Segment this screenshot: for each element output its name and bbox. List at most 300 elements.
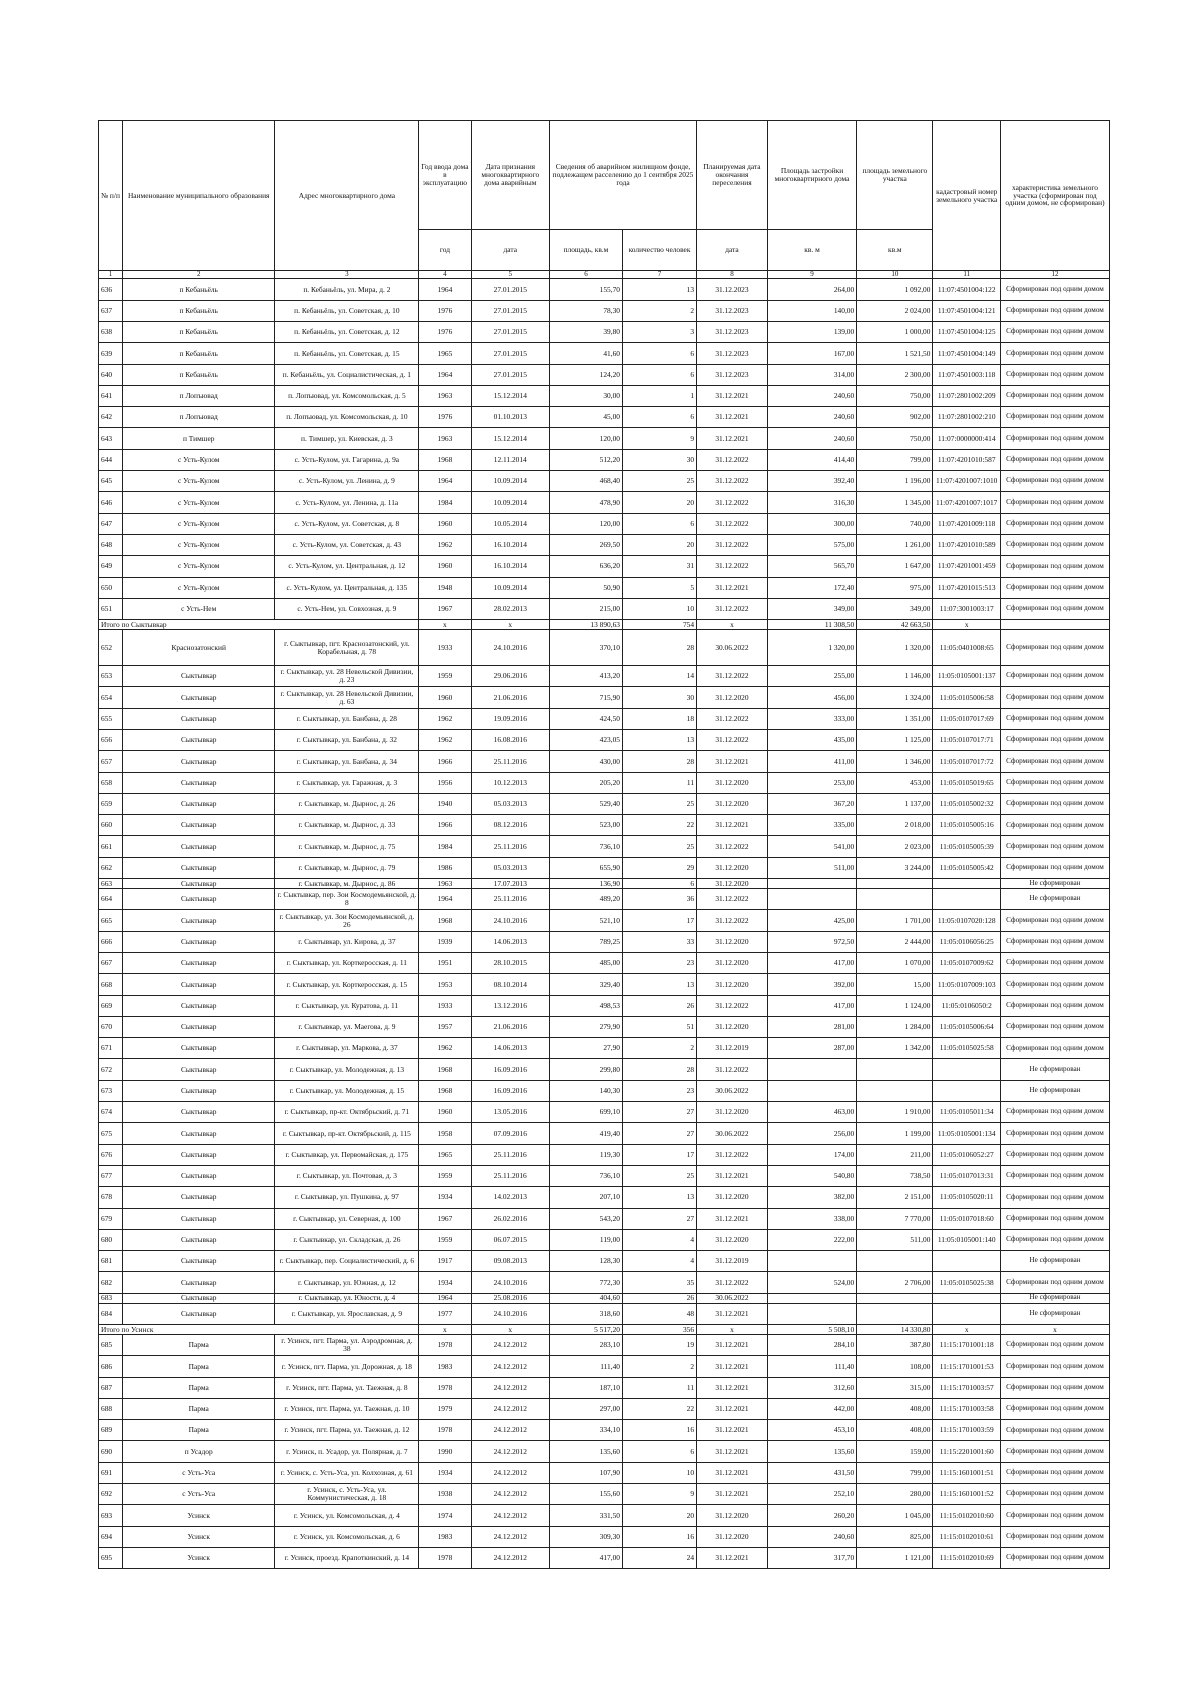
address: г. Сыктывкар, пер. Зои Космодемьянской, д. 8 (275, 889, 419, 910)
people-count: 6 (622, 513, 696, 534)
address: п. Кебаньёль, ул. Советская, д. 15 (275, 343, 419, 364)
municipality: с Усть-Кулом (122, 577, 275, 598)
date-recognized: 21.06.2016 (471, 1016, 549, 1037)
row-number: 654 (99, 687, 123, 708)
land-status: Сформирован под одним домом (1000, 772, 1109, 793)
table-row (99, 1356, 1110, 1377)
planned-end-date: 31.12.2020 (697, 879, 768, 889)
year-built: 1977 (419, 1303, 471, 1324)
cadastral-number: 11:07:4501003:118 (933, 364, 1001, 385)
land-status: Сформирован под одним домом (1000, 343, 1109, 364)
address: г. Усинск, с. Усть-Уса, ул. Колхозная, д. 61 (275, 1462, 419, 1483)
cadastral-number: 11:15:1701003:59 (933, 1420, 1001, 1441)
date-recognized: 27.01.2015 (471, 300, 549, 321)
address: г. Усинск, пгт. Парма, ул. Аэродромная, д. 38 (275, 1335, 419, 1356)
building-area: 456,00 (767, 687, 856, 708)
municipality: Усинск (122, 1526, 275, 1547)
address: с. Усть-Кулом, ул. Гагарина, д. 9а (275, 449, 419, 470)
year-built: 1963 (419, 385, 471, 406)
row-number: 676 (99, 1144, 123, 1165)
land-status: Сформирован под одним домом (1000, 321, 1109, 342)
cadastral-number: 11:05:0107009:62 (933, 952, 1001, 973)
table-row (99, 666, 1110, 687)
land-area: 1 324,00 (857, 687, 933, 708)
land-area: 1 320,00 (857, 630, 933, 666)
date-recognized: 14.06.2013 (471, 1038, 549, 1059)
subtotal-area: 5 517,20 (549, 1325, 622, 1335)
year-built: 1964 (419, 364, 471, 385)
planned-end-date: 31.12.2021 (697, 1420, 768, 1441)
people-count: 25 (622, 471, 696, 492)
planned-end-date: 31.12.2022 (697, 492, 768, 513)
people-count: 2 (622, 1038, 696, 1059)
cadastral-number: 11:05:0105005:42 (933, 857, 1001, 878)
area: 283,10 (549, 1335, 622, 1356)
cadastral-number: 11:07:4501004:149 (933, 343, 1001, 364)
land-status: Сформирован под одним домом (1000, 471, 1109, 492)
cadastral-number: 11:15:1701001:53 (933, 1356, 1001, 1377)
planned-end-date: 31.12.2020 (697, 1526, 768, 1547)
year-built: 1967 (419, 1208, 471, 1229)
planned-end-date: 31.12.2020 (697, 687, 768, 708)
planned-end-date: 31.12.2022 (697, 729, 768, 750)
date-recognized: 15.12.2014 (471, 428, 549, 449)
land-area: 825,00 (857, 1526, 933, 1547)
people-count: 26 (622, 1293, 696, 1303)
municipality: п Тимшер (122, 428, 275, 449)
area: 404,60 (549, 1293, 622, 1303)
year-built: 1960 (419, 513, 471, 534)
building-area: 300,00 (767, 513, 856, 534)
building-area: 252,10 (767, 1484, 856, 1505)
subtotal-land-area: 14 330,80 (857, 1325, 933, 1335)
building-area: 333,00 (767, 708, 856, 729)
year-built: 1967 (419, 598, 471, 619)
date-recognized: 10.05.2014 (471, 513, 549, 534)
table-row (99, 836, 1110, 857)
building-area: 335,00 (767, 815, 856, 836)
municipality: с Усть-Кулом (122, 556, 275, 577)
address: г. Усинск, ул. Комсомольская, д. 4 (275, 1505, 419, 1526)
subheader-date: дата (471, 230, 549, 271)
land-area (857, 1293, 933, 1303)
year-built: 1939 (419, 931, 471, 952)
land-area (857, 1080, 933, 1101)
planned-end-date: 31.12.2021 (697, 1356, 768, 1377)
cadastral-number: 11:05:0105006:64 (933, 1016, 1001, 1037)
building-area: 255,00 (767, 666, 856, 687)
municipality: Парма (122, 1377, 275, 1398)
row-number: 675 (99, 1123, 123, 1144)
address: г. Сыктывкар, ул. Юности, д. 4 (275, 1293, 419, 1303)
year-built: 1978 (419, 1547, 471, 1568)
cadastral-number: 11:05:0107009:103 (933, 974, 1001, 995)
people-count: 22 (622, 1398, 696, 1419)
building-area: 442,00 (767, 1398, 856, 1419)
planned-end-date: 31.12.2020 (697, 952, 768, 973)
land-status: Сформирован под одним домом (1000, 1356, 1109, 1377)
row-number: 646 (99, 492, 123, 513)
area: 136,90 (549, 879, 622, 889)
row-number: 660 (99, 815, 123, 836)
subtotal-people: 754 (622, 620, 696, 630)
land-area: 1 521,50 (857, 343, 933, 364)
municipality: Сыктывкар (122, 931, 275, 952)
land-area: 1 196,00 (857, 471, 933, 492)
row-number: 682 (99, 1272, 123, 1293)
year-built: 1963 (419, 428, 471, 449)
date-recognized: 17.07.2013 (471, 879, 549, 889)
municipality: Сыктывкар (122, 687, 275, 708)
table-row (99, 793, 1110, 814)
land-status: Не сформирован (1000, 1080, 1109, 1101)
table-row (99, 931, 1110, 952)
row-number: 672 (99, 1059, 123, 1080)
land-area: 2 018,00 (857, 815, 933, 836)
subtotal-year: х (419, 620, 471, 630)
row-number: 642 (99, 407, 123, 428)
cadastral-number: 11:07:4501004:125 (933, 321, 1001, 342)
building-area: 541,00 (767, 836, 856, 857)
planned-end-date: 31.12.2020 (697, 931, 768, 952)
table-row (99, 751, 1110, 772)
people-count: 17 (622, 910, 696, 931)
area: 50,90 (549, 577, 622, 598)
date-recognized: 24.12.2012 (471, 1547, 549, 1568)
land-status: Сформирован под одним домом (1000, 857, 1109, 878)
address: п. Кебаньёль, ул. Советская, д. 12 (275, 321, 419, 342)
subheader-year: год (419, 230, 471, 271)
table-row (99, 449, 1110, 470)
area: 207,10 (549, 1187, 622, 1208)
people-count: 28 (622, 1059, 696, 1080)
date-recognized: 10.12.2013 (471, 772, 549, 793)
people-count: 25 (622, 836, 696, 857)
land-status: Сформирован под одним домом (1000, 1462, 1109, 1483)
people-count: 6 (622, 343, 696, 364)
year-built: 1968 (419, 1080, 471, 1101)
cadastral-number (933, 879, 1001, 889)
row-number: 647 (99, 513, 123, 534)
building-area: 425,00 (767, 910, 856, 931)
building-area: 417,00 (767, 995, 856, 1016)
people-count: 20 (622, 534, 696, 555)
cadastral-number: 11:07:2801002:209 (933, 385, 1001, 406)
building-area: 414,40 (767, 449, 856, 470)
table-row (99, 492, 1110, 513)
date-recognized: 13.12.2016 (471, 995, 549, 1016)
municipality: п Кебаньёль (122, 279, 275, 300)
row-number: 678 (99, 1187, 123, 1208)
municipality: Сыктывкар (122, 1144, 275, 1165)
cadastral-number: 11:15:1701003:58 (933, 1398, 1001, 1419)
area: 417,00 (549, 1547, 622, 1568)
year-built: 1978 (419, 1377, 471, 1398)
date-recognized: 01.10.2013 (471, 407, 549, 428)
row-number: 692 (99, 1484, 123, 1505)
building-area: 411,00 (767, 751, 856, 772)
land-area: 211,00 (857, 1144, 933, 1165)
year-built: 1940 (419, 793, 471, 814)
address: г. Сыктывкар, ул. Первомайская, д. 175 (275, 1144, 419, 1165)
building-area: 565,70 (767, 556, 856, 577)
land-area: 1 124,00 (857, 995, 933, 1016)
area: 279,90 (549, 1016, 622, 1037)
land-area: 159,00 (857, 1441, 933, 1462)
subtotal-cadastral: х (933, 620, 1001, 630)
row-number: 693 (99, 1505, 123, 1526)
cadastral-number: 11:05:0105005:16 (933, 815, 1001, 836)
area: 529,40 (549, 793, 622, 814)
table-row (99, 1420, 1110, 1441)
row-number: 659 (99, 793, 123, 814)
year-built: 1934 (419, 1462, 471, 1483)
address: г. Сыктывкар, м. Дырнос, д. 75 (275, 836, 419, 857)
date-recognized: 16.10.2014 (471, 534, 549, 555)
land-status: Сформирован под одним домом (1000, 513, 1109, 534)
year-built: 1976 (419, 300, 471, 321)
date-recognized: 24.10.2016 (471, 1272, 549, 1293)
row-number: 674 (99, 1102, 123, 1123)
municipality: п Кебаньёль (122, 300, 275, 321)
municipality: Сыктывкар (122, 995, 275, 1016)
cadastral-number: 11:05:0106056:25 (933, 931, 1001, 952)
land-area: 1 000,00 (857, 321, 933, 342)
people-count: 9 (622, 1484, 696, 1505)
subtotal-date: х (471, 620, 549, 630)
area: 111,40 (549, 1356, 622, 1377)
building-area: 435,00 (767, 729, 856, 750)
table-row (99, 1080, 1110, 1101)
header-address: Адрес многоквартирного дома (275, 121, 419, 271)
year-built: 1959 (419, 1165, 471, 1186)
cadastral-number: 11:05:0107017:71 (933, 729, 1001, 750)
land-status: Сформирован под одним домом (1000, 1123, 1109, 1144)
address: г. Усинск, пгт. Парма, ул. Таежная, д. 8 (275, 1377, 419, 1398)
year-built: 1934 (419, 1187, 471, 1208)
land-status: Сформирован под одним домом (1000, 1335, 1109, 1356)
subtotal-area: 13 890,63 (549, 620, 622, 630)
land-status: Сформирован под одним домом (1000, 666, 1109, 687)
planned-end-date: 31.12.2022 (697, 534, 768, 555)
housing-table (98, 120, 1110, 1569)
planned-end-date: 31.12.2021 (697, 1547, 768, 1568)
land-area: 511,00 (857, 1229, 933, 1250)
row-number: 641 (99, 385, 123, 406)
land-area: 1 137,00 (857, 793, 933, 814)
year-built: 1962 (419, 534, 471, 555)
date-recognized: 06.07.2015 (471, 1229, 549, 1250)
area: 128,30 (549, 1251, 622, 1272)
land-status: Сформирован под одним домом (1000, 598, 1109, 619)
land-status: Сформирован под одним домом (1000, 1208, 1109, 1229)
cadastral-number: 11:05:0105002:32 (933, 793, 1001, 814)
date-recognized: 19.09.2016 (471, 708, 549, 729)
building-area: 240,60 (767, 1526, 856, 1547)
planned-end-date: 30.06.2022 (697, 1080, 768, 1101)
people-count: 6 (622, 407, 696, 428)
building-area: 260,20 (767, 1505, 856, 1526)
address: г. Сыктывкар, пр-кт. Октябрьский, д. 115 (275, 1123, 419, 1144)
date-recognized: 28.02.2013 (471, 598, 549, 619)
area: 523,00 (549, 815, 622, 836)
header-emergency-info: Сведения об аварийном жилищном фонде, подлежащем расселению до 1 сентября 2025 года (549, 121, 696, 230)
table-row (99, 1229, 1110, 1250)
cadastral-number: 11:15:2201001:60 (933, 1441, 1001, 1462)
land-area: 2 024,00 (857, 300, 933, 321)
row-number: 683 (99, 1293, 123, 1303)
year-built: 1957 (419, 1016, 471, 1037)
subheader-date-2: дата (697, 230, 768, 271)
subtotal-date: х (471, 1325, 549, 1335)
year-built: 1917 (419, 1251, 471, 1272)
people-count: 13 (622, 729, 696, 750)
building-area: 139,00 (767, 321, 856, 342)
address: г. Усинск, п. Усадор, ул. Полярная, д. 7 (275, 1441, 419, 1462)
cadastral-number: 11:05:0105005:39 (933, 836, 1001, 857)
building-area: 240,60 (767, 428, 856, 449)
area: 39,80 (549, 321, 622, 342)
row-number: 677 (99, 1165, 123, 1186)
planned-end-date: 31.12.2021 (697, 1165, 768, 1186)
address: г. Сыктывкар, пер. Социалистический, д. 6 (275, 1251, 419, 1272)
row-number: 684 (99, 1303, 123, 1324)
table-row (99, 815, 1110, 836)
people-count: 18 (622, 708, 696, 729)
date-recognized: 15.12.2014 (471, 385, 549, 406)
cadastral-number: 11:07:4501004:121 (933, 300, 1001, 321)
cadastral-number: 11:07:0000000:414 (933, 428, 1001, 449)
land-status: Сформирован под одним домом (1000, 751, 1109, 772)
cadastral-number: 11:07:4201007:1010 (933, 471, 1001, 492)
cadastral-number: 11:07:2801002:210 (933, 407, 1001, 428)
municipality: Парма (122, 1335, 275, 1356)
table-row (99, 513, 1110, 534)
municipality: п Кебаньёль (122, 343, 275, 364)
land-area: 1 910,00 (857, 1102, 933, 1123)
municipality: с Усть-Кулом (122, 513, 275, 534)
address: с. Усть-Кулом, ул. Центральная, д. 12 (275, 556, 419, 577)
area: 30,00 (549, 385, 622, 406)
land-status: Сформирован под одним домом (1000, 1398, 1109, 1419)
land-area: 1 121,00 (857, 1547, 933, 1568)
table-row (99, 772, 1110, 793)
date-recognized: 24.10.2016 (471, 910, 549, 931)
row-number: 663 (99, 879, 123, 889)
cadastral-number: 11:15:1601001:52 (933, 1484, 1001, 1505)
area: 485,00 (549, 952, 622, 973)
column-number: 5 (471, 271, 549, 279)
address: с. Усть-Нем, ул. Совхозная, д. 9 (275, 598, 419, 619)
cadastral-number: 11:15:1701003:57 (933, 1377, 1001, 1398)
address: п. Кебаньёль, ул. Мира, д. 2 (275, 279, 419, 300)
municipality: Сыктывкар (122, 1059, 275, 1080)
table-row (99, 1462, 1110, 1483)
row-number: 690 (99, 1441, 123, 1462)
building-area (767, 1080, 856, 1101)
building-area: 540,80 (767, 1165, 856, 1186)
land-status: Сформирован под одним домом (1000, 385, 1109, 406)
table-row (99, 1208, 1110, 1229)
year-built: 1968 (419, 910, 471, 931)
area: 789,25 (549, 931, 622, 952)
table-row (99, 995, 1110, 1016)
cadastral-number: 11:05:0105019:65 (933, 772, 1001, 793)
land-status: Сформирован под одним домом (1000, 1377, 1109, 1398)
planned-end-date: 31.12.2020 (697, 1505, 768, 1526)
area: 318,60 (549, 1303, 622, 1324)
year-built: 1953 (419, 974, 471, 995)
cadastral-number (933, 1303, 1001, 1324)
people-count: 36 (622, 889, 696, 910)
date-recognized: 24.10.2016 (471, 630, 549, 666)
land-status: Сформирован под одним домом (1000, 910, 1109, 931)
date-recognized: 25.11.2016 (471, 1165, 549, 1186)
planned-end-date: 31.12.2022 (697, 513, 768, 534)
planned-end-date: 31.12.2020 (697, 857, 768, 878)
cadastral-number: 11:15:0102010:60 (933, 1505, 1001, 1526)
year-built: 1964 (419, 1293, 471, 1303)
municipality: Сыктывкар (122, 1272, 275, 1293)
year-built: 1963 (419, 879, 471, 889)
area: 45,00 (549, 407, 622, 428)
land-area: 408,00 (857, 1420, 933, 1441)
people-count: 16 (622, 1526, 696, 1547)
land-area (857, 1251, 933, 1272)
land-area: 1 345,00 (857, 492, 933, 513)
building-area: 453,10 (767, 1420, 856, 1441)
municipality: Сыктывкар (122, 793, 275, 814)
address: г. Сыктывкар, ул. Южная, д. 12 (275, 1272, 419, 1293)
land-status: Сформирован под одним домом (1000, 1272, 1109, 1293)
planned-end-date: 31.12.2021 (697, 428, 768, 449)
area: 155,70 (549, 279, 622, 300)
year-built: 1983 (419, 1526, 471, 1547)
year-built: 1933 (419, 995, 471, 1016)
column-number-row (99, 271, 1110, 279)
municipality: с Усть-Нем (122, 598, 275, 619)
land-status: Не сформирован (1000, 1251, 1109, 1272)
row-number: 680 (99, 1229, 123, 1250)
header-num: № п/п (99, 121, 123, 271)
table-row (99, 343, 1110, 364)
date-recognized: 27.01.2015 (471, 279, 549, 300)
land-area: 7 770,00 (857, 1208, 933, 1229)
cadastral-number: 11:07:4201010:587 (933, 449, 1001, 470)
building-area (767, 1059, 856, 1080)
table-row (99, 385, 1110, 406)
table-row (99, 1272, 1110, 1293)
municipality: Сыктывкар (122, 729, 275, 750)
land-status: Сформирован под одним домом (1000, 1484, 1109, 1505)
municipality: Сыктывкар (122, 708, 275, 729)
row-number: 668 (99, 974, 123, 995)
column-number: 10 (857, 271, 933, 279)
people-count: 5 (622, 577, 696, 598)
land-area: 750,00 (857, 385, 933, 406)
land-status: Не сформирован (1000, 1293, 1109, 1303)
area: 120,00 (549, 513, 622, 534)
area: 370,10 (549, 630, 622, 666)
year-built: 1976 (419, 407, 471, 428)
planned-end-date: 30.06.2022 (697, 1123, 768, 1144)
table-row (99, 598, 1110, 619)
header-year-built: Год ввода дома в эксплуатацию (419, 121, 471, 230)
building-area: 417,00 (767, 952, 856, 973)
date-recognized: 08.10.2014 (471, 974, 549, 995)
address: с. Усть-Кулом, ул. Ленина, д. 11а (275, 492, 419, 513)
municipality: Сыктывкар (122, 1293, 275, 1303)
